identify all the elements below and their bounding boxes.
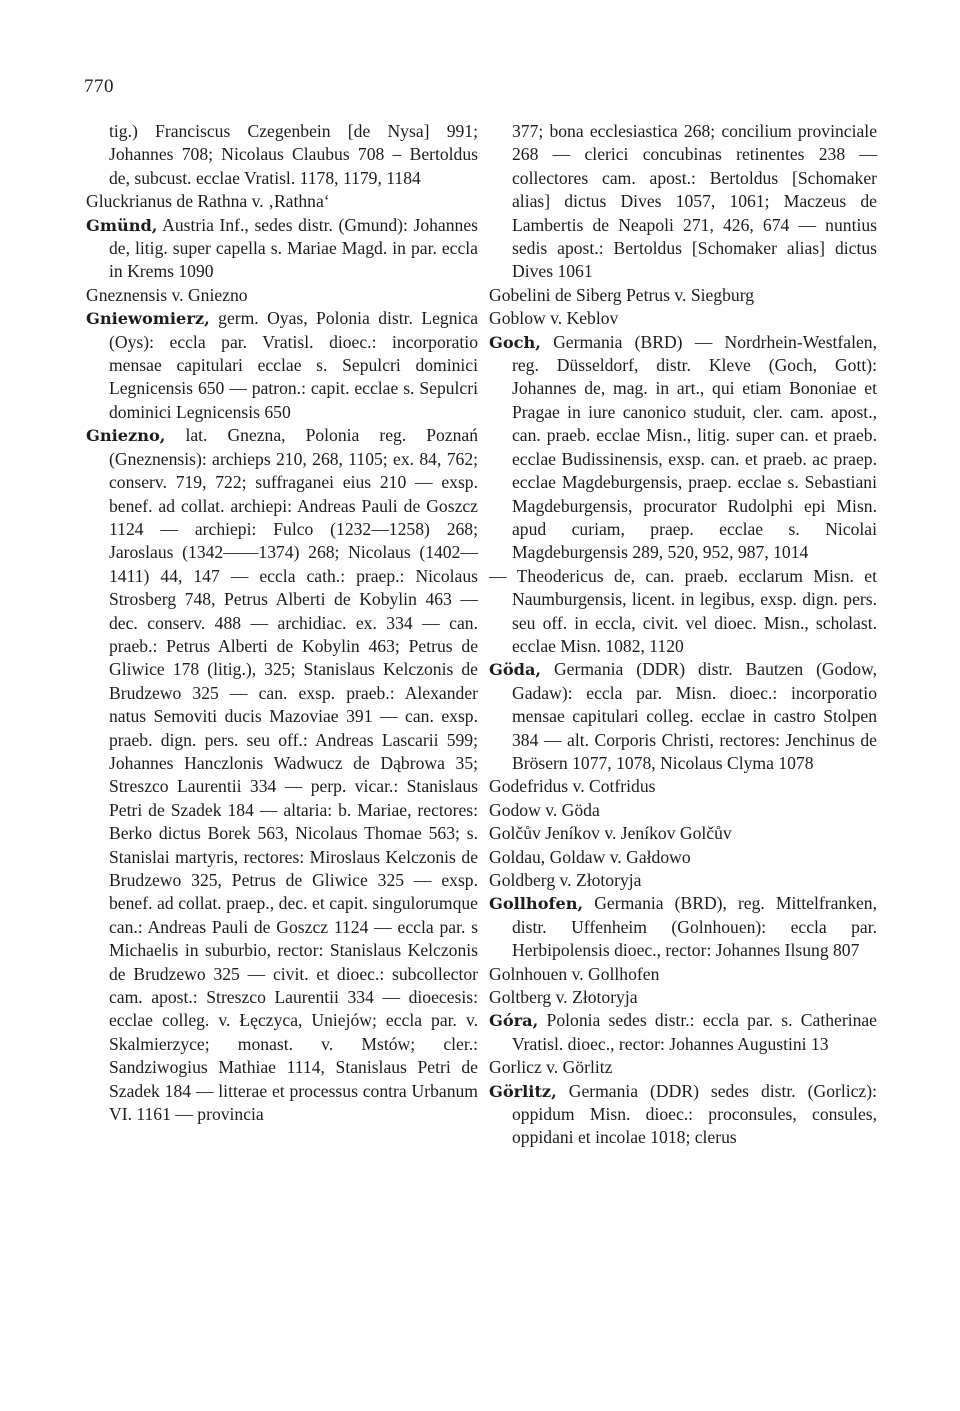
entry-text: Goldberg v. Złotoryja — [489, 870, 642, 890]
entry-headword: Gniewomierz, — [86, 309, 210, 329]
index-entry — [489, 307, 877, 330]
entry-text: Polonia sedes distr.: eccla par. s. Catherinae Vratisl. dioec., rector: Johannes Augustini 13 — [512, 1010, 877, 1054]
entry-text: lat. Gnezna, Polonia reg. Poznań (Gneznensis): archieps 210, 268, 1105; ex. 84, 762; conserv. 719, 722; suffraganei eius 210 — exsp. benef. ad collat. archiepi: Andreas Pauli de Goszcz 1124 — archiepi: Fulco (1232—1258) 268; Jaroslaus (1342——1374) 268; Nicolaus (1402—1411) 44, 147 — eccla cath.: praep.: Nicolaus Strosberg 748, Petrus Alberti de Kobylin 463 — dec. conserv. 488 — archidiac. ex. 334 — can. praeb.: Petrus Alberti de Kobylin 463; Petrus de Gliwice 178 (litig.), 325; Stanislaus Kelczonis de Brudzewo 325 — can. exsp. praeb.: Alexander natus Semoviti ducis Mazoviae 391 — can. exsp. praeb. dign. pers. seu off.: Andreas Lascarii 599; Johannes Hanczlonis Wadwucz de Dąbrowa 35; Streszco Laurentii 334 — perp. vicar.: Stanislaus Petri de Szadek 184 — altaria: b. Mariae, rectores: Berko dictus Borek 563, Nicolaus Thomae 563; s. Stanislai martyris, rectores: Miroslaus Kelczonis de Brudzewo 325, Petrus de Gliwice 325 — exsp. benef. ad collat. praep., dec. et capit. singulorumque can.: Andreas Pauli de Goszcz 1124 — eccla par. s Michaelis in suburbio, rector: Stanislaus Kelczonis de Brudzewo 325 — civit. et dioec.: subcollector cam. apost.: Streszco Laurentii 334 — dioecesis: ecclae colleg. v. Łęczyca, Uniejów; eccla par. v. Skalmierzyce; monast. v. Mstów; cler.: Sandziwogius Mathiae 1114, Stanislaus Petri de Szadek 184 — litterae et processus contra Urbanum VI. 1161 — provincia — [109, 425, 478, 1125]
index-entry — [489, 799, 877, 822]
entry-text: germ. Oyas, Polonia distr. Legnica (Oys): eccla par. Vratisl. dioec.: incorporatio mensae capitulari ecclae s. Sepulcri dominici Legnicensis 650 — patron.: capit. ecclae s. Sepulcri dominici Legnicensis 650 — [109, 308, 478, 422]
entry-text: Godow v. Göda — [489, 799, 600, 820]
entry-text: Gorlicz v. Görlitz — [489, 1057, 613, 1078]
continued-entry — [86, 120, 478, 190]
entry-text: — Theodericus de, can. praeb. ecclarum Misn. et Naumburgensis, licent. in legibus, exsp. dign. pers. seu off. in eccla, civit. vel dioec. Misn., scholast. ecclae Misn. 1082, 1120 — [489, 565, 877, 656]
index-entry — [489, 892, 877, 962]
entry-text: Gluckrianus de Rathna v. ‚Rathna‘ — [86, 191, 330, 212]
entry-text: Goldau, Goldaw v. Gałdowo — [489, 846, 691, 867]
entry-headword: Göda, — [489, 660, 542, 680]
entry-text: Goblow v. Keblov — [489, 308, 619, 329]
right-column — [489, 120, 877, 1150]
index-entry — [86, 190, 478, 213]
entry-text: Gneznensis v. Gniezno — [86, 284, 248, 305]
entry-text: Gobelini de Siberg Petrus v. Siegburg — [489, 284, 755, 305]
entry-headword: Gniezno, — [86, 426, 166, 446]
page-number: 770 — [84, 76, 114, 97]
index-entry — [489, 986, 877, 1009]
entry-headword: Görlitz, — [489, 1081, 557, 1101]
entry-text: 377; bona ecclesiastica 268; concilium provinciale 268 — clerici concubinas retinentes 238 — collectores cam. apost.: Bertoldus [Schomaker alias] dictus Dives 1057, 1061; Maczeus de Lambertis de Neapoli 271, 426, 674 — nuntius sedis apost.: Bertoldus [Schomaker alias] dictus Dives 1061 — [512, 121, 877, 282]
index-entry — [489, 658, 877, 775]
index-entry — [489, 1009, 877, 1056]
index-entry — [489, 846, 877, 869]
index-entry — [86, 424, 478, 1126]
entry-text: Austria Inf., sedes distr. (Gmund): Johannes de, litig. super capella s. Mariae Magd. in par. eccla in Krems 1090 — [109, 214, 478, 282]
index-entry — [489, 869, 877, 892]
left-column — [86, 120, 478, 1126]
index-entry — [489, 284, 877, 307]
continued-entry — [489, 120, 877, 284]
entry-headword: Gollhofen, — [489, 894, 584, 914]
entry-text: Germania (DDR) distr. Bautzen (Godow, Gadaw): eccla par. Misn. dioec.: incorporatio mensae capitulari colleg. ecclae in castro Stolpen 384 — alt. Corporis Christi, rectores: Jenchinus de Brösern 1077, 1078, Nicolaus Clyma 1078 — [512, 659, 877, 773]
entry-headword: Gmünd, — [86, 215, 158, 235]
index-entry — [489, 775, 877, 798]
entry-headword: Goch, — [489, 332, 541, 352]
index-entry — [489, 331, 877, 565]
index-entry — [489, 565, 877, 659]
entry-text: Golnhouen v. Gollhofen — [489, 963, 660, 984]
index-entry — [86, 284, 478, 307]
index-entry — [86, 214, 478, 284]
index-entry — [489, 822, 877, 845]
entry-text: Germania (BRD) — Nordrhein-Westfalen, reg. Düsseldorf, distr. Kleve (Goch, Gott): Johannes de, mag. in art., qui etiam Bononiae et Pragae in iure canonico studuit, cler. cam. apost., can. praeb. ecclae Misn., litig. super can. et praeb. ecclae Budissinensis, exsp. can. et praeb. ac praep. ecclae Magdeburgensis, praep. ecclae s. Sebastiani Magdeburgensis, procurator Rudolphi epi Misn. apud curiam, praep. ecclae s. Nicolai Magdeburgensis 289, 520, 952, 987, 1014 — [512, 331, 877, 563]
entry-text: tig.) Franciscus Czegenbein [de Nysa] 991; Johannes 708; Nicolaus Claubus 708 – Bertoldus de, subcust. ecclae Vratisl. 1178, 1179, 1184 — [109, 121, 478, 188]
index-entry — [489, 963, 877, 986]
index-entry — [489, 1080, 877, 1150]
entry-text: Germania (BRD), reg. Mittelfranken, distr. Uffenheim (Golnhouen): eccla par. Herbipolensis dioec., rector: Johannes Ilsung 807 — [512, 893, 877, 961]
entry-headword: Góra, — [489, 1011, 539, 1031]
index-entry — [86, 307, 478, 424]
entry-text: Germania (DDR) sedes distr. (Gorlicz): oppidum Misn. dioec.: proconsules, consules, oppidani et incolae 1018; clerus — [512, 1080, 877, 1148]
index-entry — [489, 1056, 877, 1079]
entry-text: Goltberg v. Złotoryja — [489, 987, 638, 1008]
entry-text: Godefridus v. Cotfridus — [489, 776, 656, 797]
entry-text: Golčův Jeníkov v. Jeníkov Golčův — [489, 823, 732, 844]
